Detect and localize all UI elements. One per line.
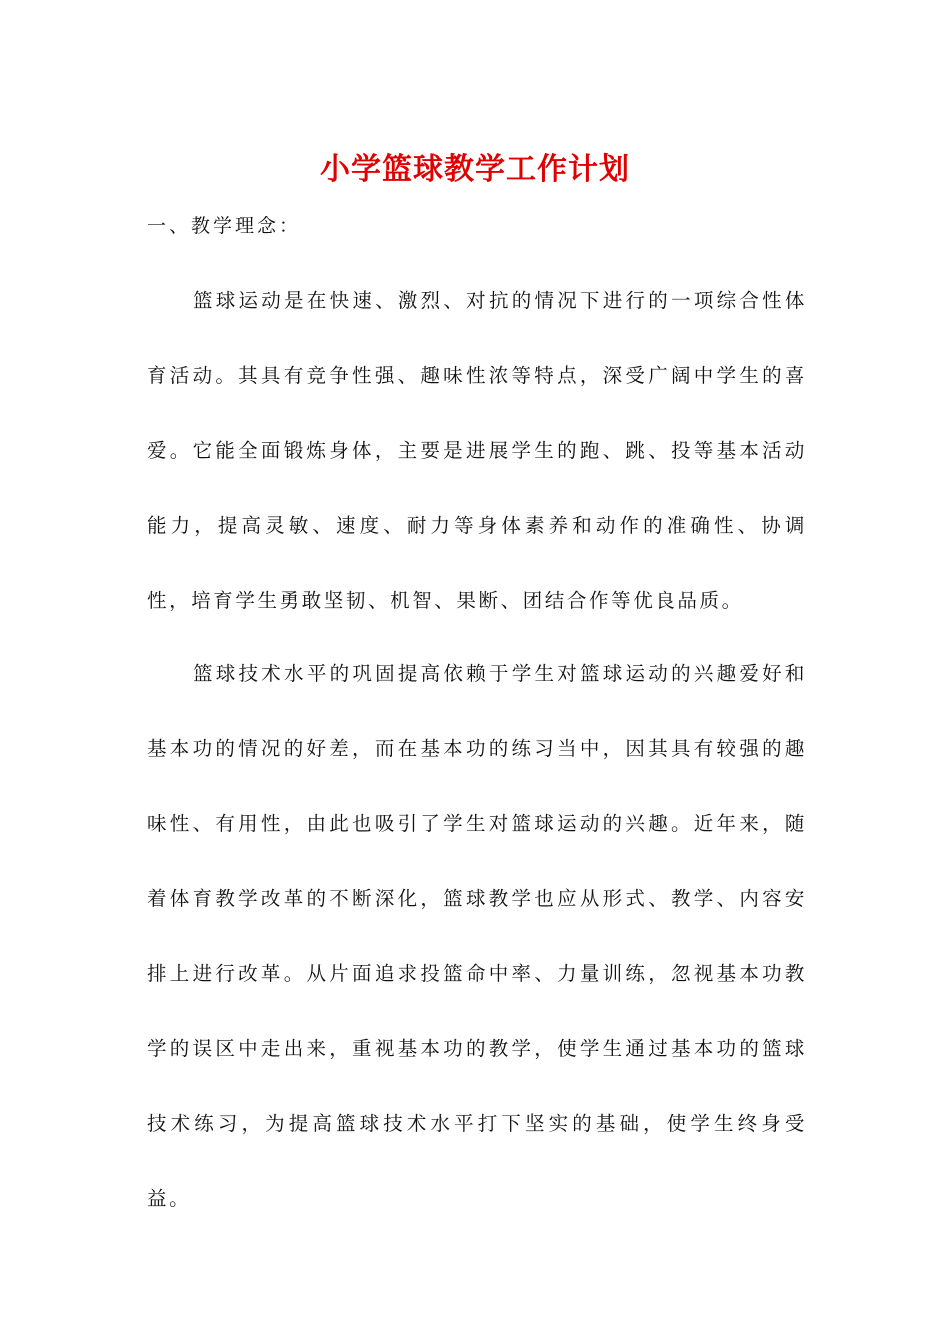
- document-title: 小学篮球教学工作计划: [320, 152, 630, 187]
- body-paragraph-1: 篮球运动是在快速、激烈、对抗的情况下进行的一项综合性体育活动。其具有竞争性强、趣味性浓等特点，深受广阔中学生的喜爱。它能全面锻炼身体，主要是进展学生的跑、跳、投等基本活动能力，提高灵敏、速度、耐力等身体素养和动作的准确性、协调性，培育学生勇敢坚韧、机智、果断、团结合作等优良品质。: [147, 289, 807, 612]
- section-heading: 一、教学理念：: [147, 215, 302, 237]
- body-paragraph-2: 篮球技术水平的巩固提高依赖于学生对篮球运动的兴趣爱好和基本功的情况的好差，而在基本功的练习当中，因其具有较强的趣味性、有用性，由此也吸引了学生对篮球运动的兴趣。近年来，随着体育教学改革的不断深化，篮球教学也应从形式、教学、内容安排上进行改革。从片面追求投篮命中率、力量训练，忽视基本功教学的误区中走出来，重视基本功的教学，使学生通过基本功的篮球技术练习，为提高篮球技术水平打下坚实的基础，使学生终身受益。: [147, 662, 807, 1210]
